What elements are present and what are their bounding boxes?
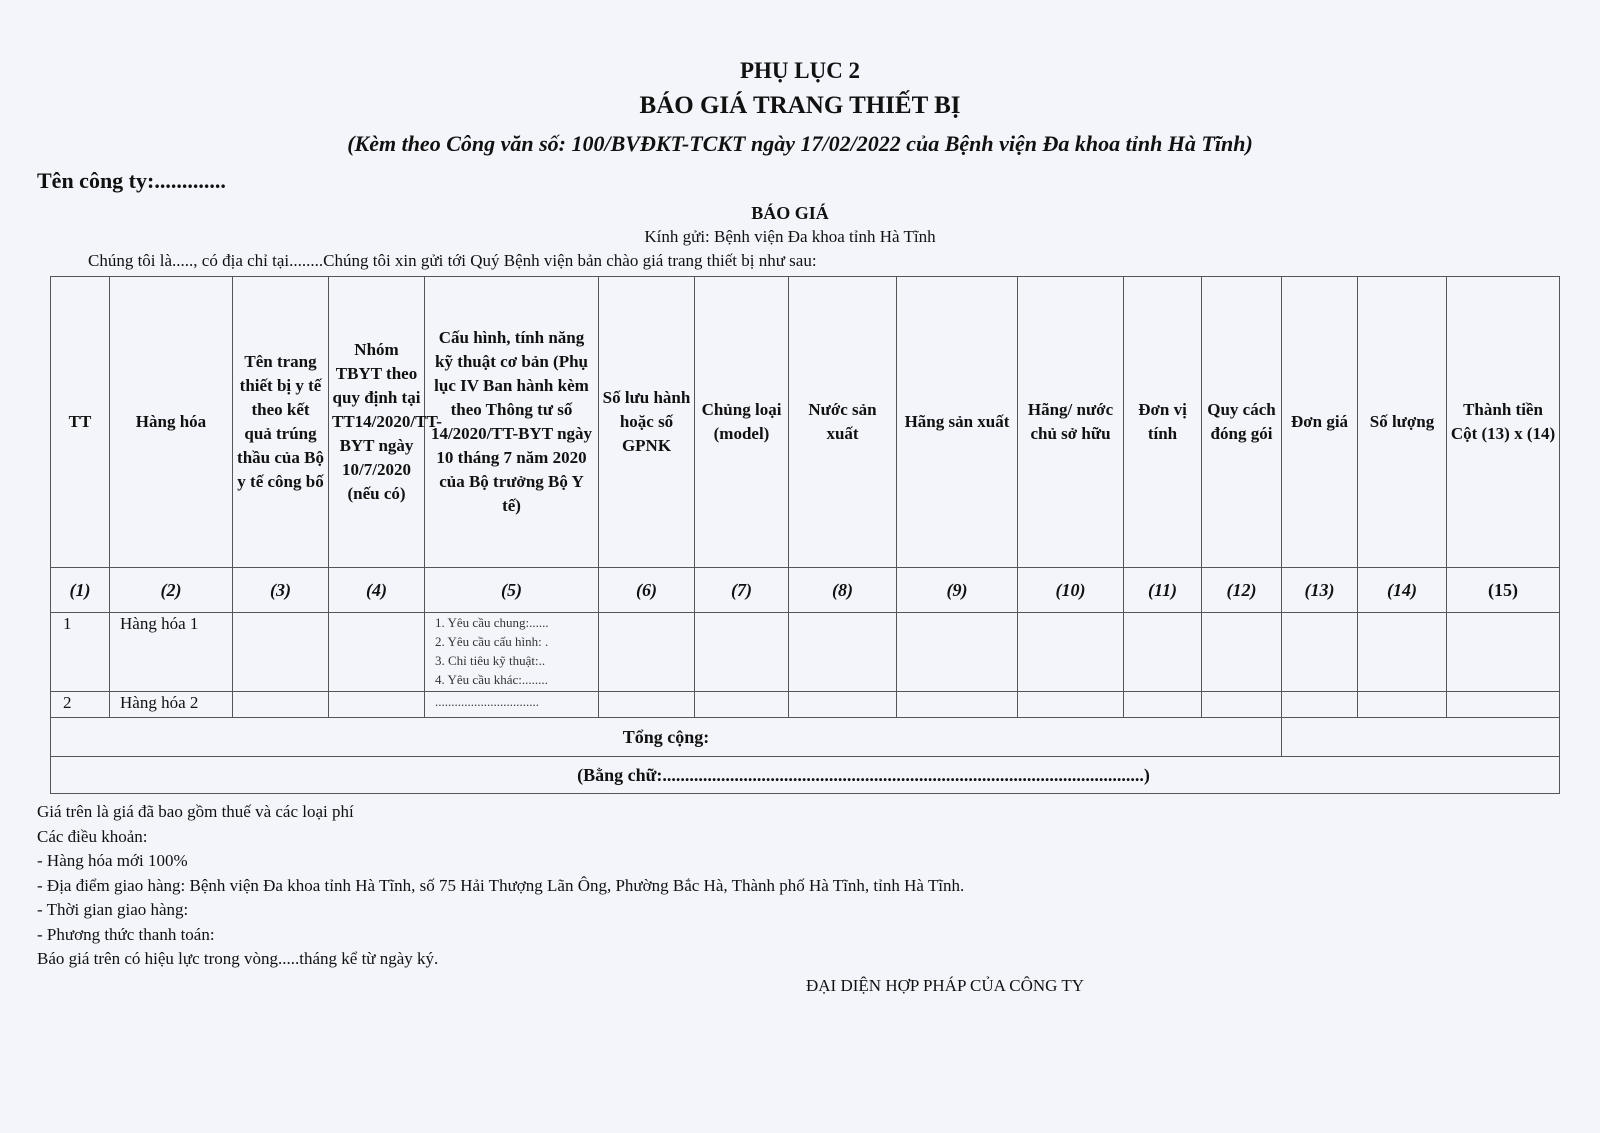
- row-number: 1: [51, 613, 110, 692]
- column-number: (5): [425, 568, 599, 613]
- column-header: Hãng/ nước chủ sở hữu: [1018, 277, 1124, 568]
- signature-label: ĐẠI DIỆN HỢP PHÁP CỦA CÔNG TY: [806, 976, 1085, 995]
- spec-line: 3. Chỉ tiêu kỹ thuật:..: [435, 653, 546, 668]
- spec-line: 2. Yêu cầu cấu hình: .: [435, 634, 549, 649]
- appendix-label: PHỤ LỤC 2: [739, 58, 861, 83]
- in-words-row: [51, 757, 1560, 794]
- empty-cell[interactable]: [695, 692, 789, 718]
- empty-cell[interactable]: [1358, 613, 1447, 692]
- empty-cell[interactable]: [1202, 692, 1282, 718]
- column-header: Đơn vị tính: [1124, 277, 1202, 568]
- empty-cell[interactable]: [329, 613, 425, 692]
- quote-recipient: Kính gửi: Bệnh viện Đa khoa tỉnh Hà Tĩnh: [644, 227, 936, 246]
- term-delivery-time: - Thời gian giao hàng:: [37, 900, 189, 919]
- column-number: (13): [1282, 568, 1358, 613]
- term-new-goods: - Hàng hóa mới 100%: [37, 851, 188, 870]
- spec-line: 1. Yêu cầu chung:......: [435, 615, 549, 630]
- term-delivery-location: - Địa điểm giao hàng: Bệnh viện Đa khoa tỉnh Hà Tĩnh, số 75 Hải Thượng Lãn Ông, Phường Bắc Hà, Thành phố Hà Tĩnh, tỉnh Hà Tĩnh.: [37, 875, 965, 895]
- column-number: (3): [233, 568, 329, 613]
- table-header-row: [51, 277, 1560, 568]
- document-subtitle: (Kèm theo Công văn số: 100/BVĐKT-TCKT ngày 17/02/2022 của Bệnh viện Đa khoa tỉnh Hà Tĩnh): [347, 131, 1253, 156]
- empty-cell[interactable]: [1447, 613, 1560, 692]
- column-header: Cấu hình, tính năng kỹ thuật cơ bản (Phụ lục IV Ban hành kèm theo Thông tư số 14/2020/TT-BYT ngày 10 tháng 7 năm 2020 của Bộ trưởng Bộ Y tế): [425, 277, 599, 568]
- column-header: Quy cách đóng gói: [1202, 277, 1282, 568]
- document-title: BÁO GIÁ TRANG THIẾT BỊ: [639, 92, 961, 119]
- item-name: Hàng hóa 1: [110, 613, 233, 692]
- validity-note: Báo giá trên có hiệu lực trong vòng.....tháng kể từ ngày ký.: [37, 949, 439, 968]
- quote-heading: BÁO GIÁ: [751, 203, 829, 223]
- item-spec: [425, 692, 599, 718]
- column-number: (8): [789, 568, 897, 613]
- column-header: Thành tiền Cột (13) x (14): [1447, 277, 1560, 568]
- column-number: (4): [329, 568, 425, 613]
- column-number: (9): [897, 568, 1018, 613]
- empty-cell[interactable]: [1447, 692, 1560, 718]
- empty-cell[interactable]: [329, 692, 425, 718]
- column-header: Tên trang thiết bị y tế theo kết quả trúng thầu của Bộ y tế công bố: [233, 277, 329, 568]
- empty-cell[interactable]: [1358, 692, 1447, 718]
- terms-section: [37, 800, 964, 972]
- empty-cell[interactable]: [1018, 692, 1124, 718]
- empty-cell[interactable]: [789, 613, 897, 692]
- empty-cell[interactable]: [1124, 613, 1202, 692]
- column-header: Số lưu hành hoặc số GPNK: [599, 277, 695, 568]
- column-number: (1): [51, 568, 110, 613]
- empty-cell[interactable]: [789, 692, 897, 718]
- total-row: [51, 718, 1560, 757]
- column-header: Số lượng: [1358, 277, 1447, 568]
- in-words-label: (Bằng chữ:...........................................................................................................): [51, 757, 1560, 794]
- item-spec: [425, 613, 599, 692]
- column-header: Nhóm TBYT theo quy định tại TT14/2020/TT-BYT ngày 10/7/2020 (nếu có): [329, 277, 425, 568]
- empty-cell[interactable]: [233, 613, 329, 692]
- empty-cell[interactable]: [1282, 613, 1358, 692]
- terms-heading: Các điều khoản:: [37, 826, 148, 846]
- table-row: [51, 613, 1560, 692]
- total-value-cell[interactable]: [1282, 718, 1560, 757]
- table-row: [51, 692, 1560, 718]
- term-payment-method: - Phương thức thanh toán:: [37, 924, 215, 944]
- column-header: Nước sản xuất: [789, 277, 897, 568]
- column-number: (12): [1202, 568, 1282, 613]
- column-number: (15): [1447, 568, 1560, 613]
- column-header: Hãng sản xuất: [897, 277, 1018, 568]
- total-label: Tổng cộng:: [51, 718, 1282, 757]
- empty-cell[interactable]: [897, 692, 1018, 718]
- column-header: TT: [51, 277, 110, 568]
- empty-cell[interactable]: [695, 613, 789, 692]
- column-number: (7): [695, 568, 789, 613]
- empty-cell[interactable]: [897, 613, 1018, 692]
- column-number: (11): [1124, 568, 1202, 613]
- empty-cell[interactable]: [1282, 692, 1358, 718]
- company-name-label: Tên công ty:.............: [37, 168, 226, 193]
- column-number: (10): [1018, 568, 1124, 613]
- spec-line: ................................: [435, 694, 539, 709]
- quote-table: [50, 276, 1560, 794]
- empty-cell[interactable]: [233, 692, 329, 718]
- spec-line: 4. Yêu cầu khác:........: [435, 672, 548, 687]
- quote-intro: Chúng tôi là....., có địa chỉ tại........Chúng tôi xin gửi tới Quý Bệnh viện bản chào giá trang thiết bị như sau:: [88, 251, 817, 270]
- tax-note: Giá trên là giá đã bao gồm thuế và các loại phí: [37, 802, 354, 821]
- row-number: 2: [51, 692, 110, 718]
- column-header: Đơn giá: [1282, 277, 1358, 568]
- column-number-row: [51, 568, 1560, 613]
- empty-cell[interactable]: [1202, 613, 1282, 692]
- column-header: Hàng hóa: [110, 277, 233, 568]
- item-name: Hàng hóa 2: [110, 692, 233, 718]
- empty-cell[interactable]: [599, 613, 695, 692]
- column-header: Chủng loại (model): [695, 277, 789, 568]
- empty-cell[interactable]: [599, 692, 695, 718]
- empty-cell[interactable]: [1124, 692, 1202, 718]
- empty-cell[interactable]: [1018, 613, 1124, 692]
- column-number: (2): [110, 568, 233, 613]
- column-number: (14): [1358, 568, 1447, 613]
- column-number: (6): [599, 568, 695, 613]
